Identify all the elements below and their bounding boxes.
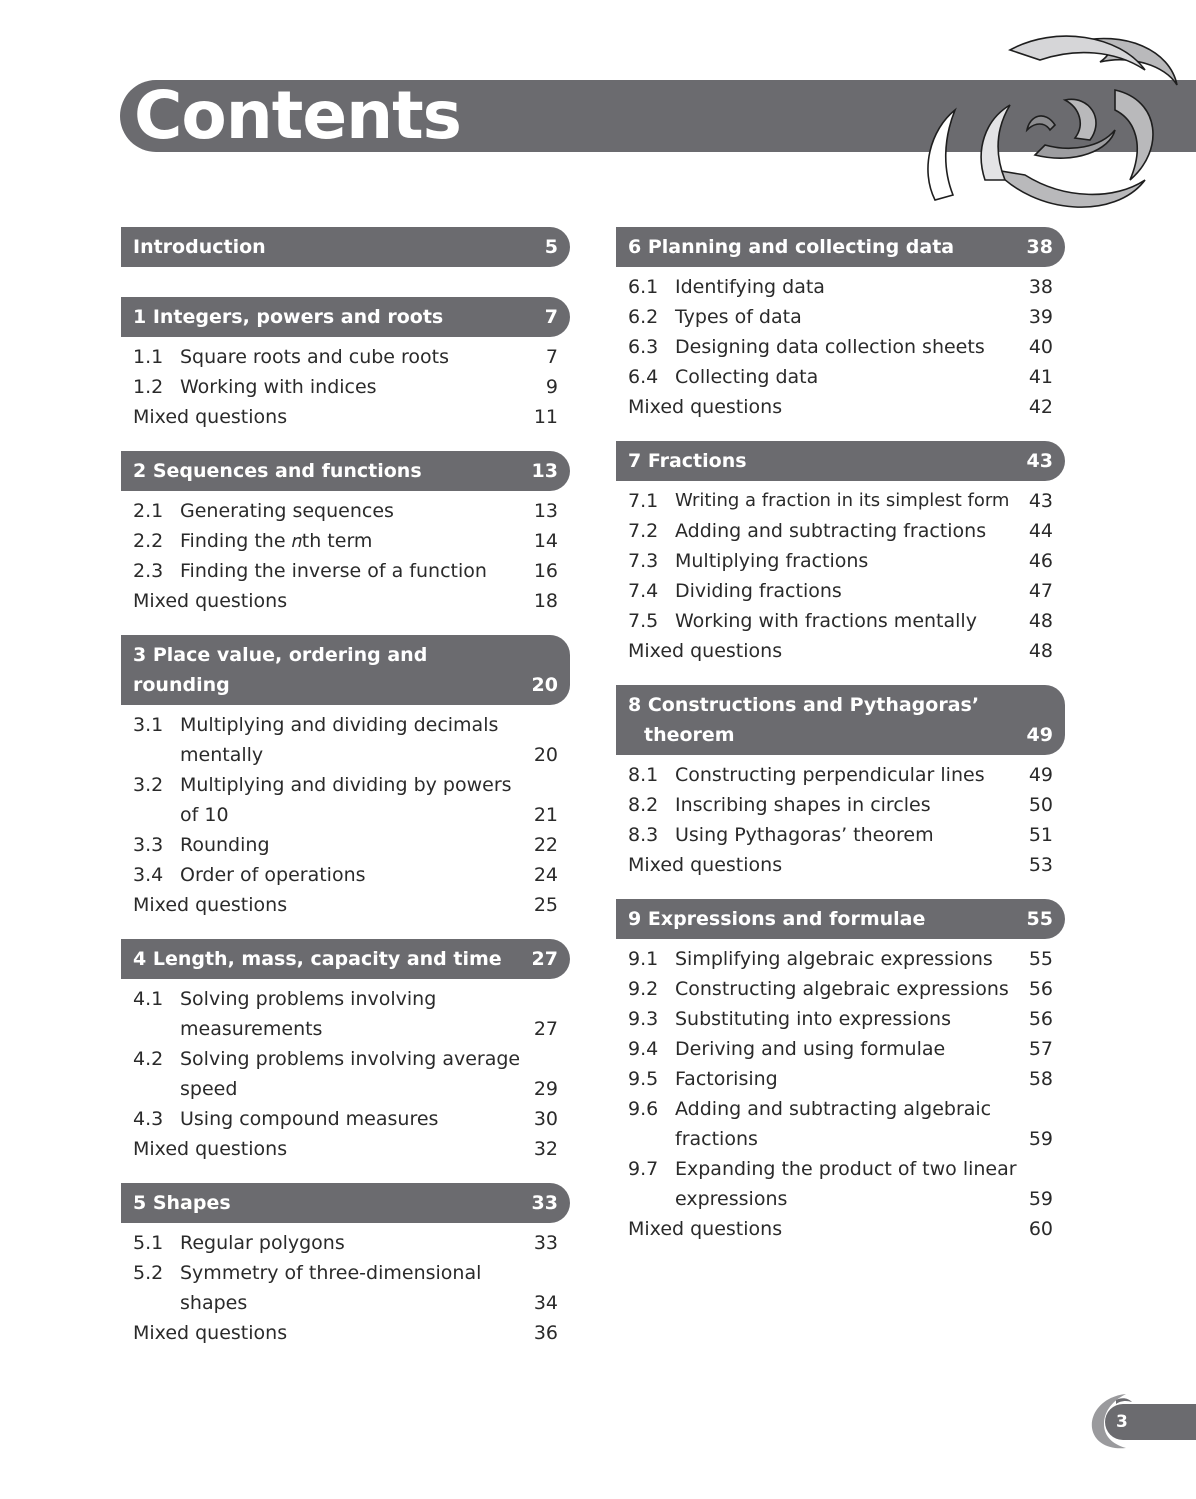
toc-entry[interactable] xyxy=(121,526,570,556)
entry-number: 4.2 xyxy=(133,1048,164,1070)
entry-page: 38 xyxy=(1028,276,1053,298)
toc-entry[interactable] xyxy=(121,770,570,830)
entry-number: 3.1 xyxy=(133,714,164,736)
toc-entry[interactable] xyxy=(121,710,570,770)
entry-page: 27 xyxy=(533,1018,558,1040)
entry-text: Writing a fraction in its simplest form xyxy=(675,490,1010,511)
entry-page: 9 xyxy=(545,376,558,398)
entry-page: 22 xyxy=(533,834,558,856)
entry-number: 3.2 xyxy=(133,774,164,796)
toc-entry[interactable] xyxy=(121,860,570,890)
entry-number: 2.3 xyxy=(133,560,164,582)
entry-page: 57 xyxy=(1028,1038,1053,1060)
entry-text: Multiplying and dividing decimals mentally xyxy=(180,714,499,766)
chapter-7 xyxy=(616,441,1065,666)
entry-text: Dividing fractions xyxy=(675,580,842,602)
chapter-title: 1 Integers, powers and roots xyxy=(133,306,444,328)
entry-page: 33 xyxy=(533,1232,558,1254)
entry-page: 40 xyxy=(1028,336,1053,358)
entry-number: 9.7 xyxy=(628,1158,659,1180)
entry-number: 9.4 xyxy=(628,1038,659,1060)
chapter-2 xyxy=(121,451,570,616)
entry-text: Identifying data xyxy=(675,276,825,298)
chapter-bar[interactable] xyxy=(616,685,1065,755)
contents-column-right xyxy=(616,227,1065,1263)
entry-number: 3.3 xyxy=(133,834,164,856)
entry-page: 20 xyxy=(533,744,558,766)
entry-page: 58 xyxy=(1028,1068,1053,1090)
toc-entry[interactable] xyxy=(616,974,1065,1004)
entry-number: 7.4 xyxy=(628,580,659,602)
swirl-decoration-icon xyxy=(915,30,1196,225)
entry-text: Multiplying and dividing by powers of 10 xyxy=(180,774,512,826)
chapter-page: 13 xyxy=(531,460,558,482)
toc-entry-mixed[interactable] xyxy=(121,1134,570,1164)
entry-number: 9.1 xyxy=(628,948,659,970)
entry-page: 7 xyxy=(545,346,558,368)
page-title: Contents xyxy=(134,77,461,154)
entry-text: Working with fractions mentally xyxy=(675,610,977,632)
entry-text: Constructing algebraic expressions xyxy=(675,978,1009,1000)
toc-entry-mixed[interactable] xyxy=(616,636,1065,666)
entry-number: 8.2 xyxy=(628,794,659,816)
chapter-title: 8 Constructions and Pythagoras’ theorem xyxy=(628,694,980,746)
chapter-title: 5 Shapes xyxy=(133,1192,231,1214)
entry-number: 9.2 xyxy=(628,978,659,1000)
chapter-4 xyxy=(121,939,570,1164)
entry-text: Solving problems involving average speed xyxy=(180,1048,521,1100)
entry-number: 1.2 xyxy=(133,376,164,398)
toc-entry[interactable] xyxy=(616,516,1065,546)
entry-text: Mixed questions xyxy=(133,406,288,428)
chapter-page: 20 xyxy=(531,674,558,696)
toc-entry[interactable] xyxy=(616,606,1065,636)
entry-text: Solving problems involving measurements xyxy=(180,988,437,1040)
toc-entry[interactable] xyxy=(121,342,570,372)
toc-entry-mixed[interactable] xyxy=(616,850,1065,880)
entry-page: 47 xyxy=(1028,580,1053,602)
chapter-page: 38 xyxy=(1026,236,1053,258)
toc-entry[interactable] xyxy=(121,372,570,402)
entry-number: 4.3 xyxy=(133,1108,164,1130)
toc-entry[interactable] xyxy=(616,944,1065,974)
entry-page: 36 xyxy=(533,1322,558,1344)
entry-number: 6.1 xyxy=(628,276,659,298)
toc-entry[interactable] xyxy=(616,576,1065,606)
chapter-9 xyxy=(616,899,1065,1244)
entry-page: 41 xyxy=(1028,366,1053,388)
entry-number: 6.2 xyxy=(628,306,659,328)
entry-page: 25 xyxy=(533,894,558,916)
entry-number: 2.1 xyxy=(133,500,164,522)
entry-text: Finding the 𝑛th term xyxy=(180,530,373,552)
chapter-bar[interactable] xyxy=(121,227,570,267)
chapter-bar[interactable] xyxy=(121,297,570,337)
toc-entry[interactable] xyxy=(616,1154,1065,1214)
entry-text: Finding the inverse of a function xyxy=(180,560,487,582)
entry-number: 2.2 xyxy=(133,530,164,552)
toc-entry[interactable] xyxy=(616,1094,1065,1154)
entry-page: 59 xyxy=(1028,1128,1053,1150)
toc-entry-mixed[interactable] xyxy=(616,392,1065,422)
toc-entry[interactable] xyxy=(121,556,570,586)
entry-page: 44 xyxy=(1028,520,1053,542)
entry-number: 7.2 xyxy=(628,520,659,542)
chapter-title: 9 Expressions and formulae xyxy=(628,908,926,930)
toc-entry[interactable] xyxy=(121,1104,570,1134)
toc-entry-mixed[interactable] xyxy=(121,402,570,432)
entry-text: Mixed questions xyxy=(133,590,288,612)
entry-page: 46 xyxy=(1028,550,1053,572)
entry-text: Constructing perpendicular lines xyxy=(675,764,985,786)
entry-text: Deriving and using formulae xyxy=(675,1038,946,1060)
chapter-bar[interactable] xyxy=(616,441,1065,481)
entry-page: 21 xyxy=(533,804,558,826)
entry-number: 5.1 xyxy=(133,1232,164,1254)
entry-page: 48 xyxy=(1028,640,1053,662)
entry-text: Inscribing shapes in circles xyxy=(675,794,931,816)
entry-text: Mixed questions xyxy=(628,854,783,876)
entry-number: 7.5 xyxy=(628,610,659,632)
chapter-title: 6 Planning and collecting data xyxy=(628,236,955,258)
toc-entry[interactable] xyxy=(121,1258,570,1318)
entry-text: Mixed questions xyxy=(628,396,783,418)
entry-page: 42 xyxy=(1028,396,1053,418)
chapter-bar[interactable] xyxy=(121,1183,570,1223)
entry-page: 16 xyxy=(533,560,558,582)
entry-page: 50 xyxy=(1028,794,1053,816)
entry-number: 5.2 xyxy=(133,1262,164,1284)
entry-number: 7.1 xyxy=(628,490,659,512)
entry-page: 60 xyxy=(1028,1218,1053,1240)
toc-entry[interactable] xyxy=(121,1228,570,1258)
toc-entry[interactable] xyxy=(616,1004,1065,1034)
entry-number: 4.1 xyxy=(133,988,164,1010)
entry-text: Using Pythagoras’ theorem xyxy=(675,824,934,846)
entry-text: Order of operations xyxy=(180,864,366,886)
entry-number: 6.4 xyxy=(628,366,659,388)
page-number: 3 xyxy=(1116,1412,1128,1432)
toc-entry[interactable] xyxy=(121,1044,570,1104)
entry-page: 14 xyxy=(533,530,558,552)
entry-number: 1.1 xyxy=(133,346,164,368)
chapter-bar[interactable] xyxy=(616,899,1065,939)
entry-page: 24 xyxy=(533,864,558,886)
toc-entry-mixed[interactable] xyxy=(121,890,570,920)
entry-number: 9.3 xyxy=(628,1008,659,1030)
toc-entry[interactable] xyxy=(121,984,570,1044)
toc-entry[interactable] xyxy=(121,830,570,860)
chapter-bar[interactable] xyxy=(121,939,570,979)
toc-entry[interactable] xyxy=(616,820,1065,850)
toc-entry[interactable] xyxy=(616,362,1065,392)
entry-text: Substituting into expressions xyxy=(675,1008,951,1030)
toc-entry-mixed[interactable] xyxy=(616,1214,1065,1244)
entry-page: 43 xyxy=(1028,490,1053,512)
toc-entry[interactable] xyxy=(616,272,1065,302)
chapter-bar[interactable] xyxy=(616,227,1065,267)
chapter-8 xyxy=(616,685,1065,880)
chapter-title: 3 Place value, ordering and rounding xyxy=(133,644,428,696)
entry-number: 8.3 xyxy=(628,824,659,846)
toc-entry[interactable] xyxy=(616,760,1065,790)
chapter-5 xyxy=(121,1183,570,1348)
entry-number: 3.4 xyxy=(133,864,164,886)
entry-page: 51 xyxy=(1028,824,1053,846)
entry-page: 30 xyxy=(533,1108,558,1130)
entry-text: Simplifying algebraic expressions xyxy=(675,948,993,970)
toc-entry[interactable] xyxy=(616,332,1065,362)
entry-text: Using compound measures xyxy=(180,1108,439,1130)
chapter-introduction xyxy=(121,227,570,267)
entry-number: 7.3 xyxy=(628,550,659,572)
entry-page: 13 xyxy=(533,500,558,522)
entry-text: Mixed questions xyxy=(133,1138,288,1160)
toc-entry[interactable] xyxy=(616,486,1065,516)
entry-text: Working with indices xyxy=(180,376,377,398)
contents-column-left xyxy=(121,227,570,1367)
entry-text: Square roots and cube roots xyxy=(180,346,450,368)
entry-text: Mixed questions xyxy=(628,640,783,662)
entry-number: 9.6 xyxy=(628,1098,659,1120)
entry-text: Rounding xyxy=(180,834,270,856)
chapter-bar[interactable] xyxy=(121,635,570,705)
entry-page: 55 xyxy=(1028,948,1053,970)
entry-text: Symmetry of three-dimensional shapes xyxy=(180,1262,482,1314)
entry-page: 56 xyxy=(1028,1008,1053,1030)
entry-text: Types of data xyxy=(675,306,802,328)
chapter-1 xyxy=(121,297,570,432)
entry-text: Adding and subtracting fractions xyxy=(675,520,987,542)
chapter-6 xyxy=(616,227,1065,422)
entry-text: Factorising xyxy=(675,1068,778,1090)
entry-text: Adding and subtracting algebraic fractions xyxy=(675,1098,992,1150)
chapter-title: 7 Fractions xyxy=(628,450,747,472)
toc-entry-mixed[interactable] xyxy=(121,1318,570,1348)
entry-page: 59 xyxy=(1028,1188,1053,1210)
entry-text: Multiplying fractions xyxy=(675,550,869,572)
toc-entry-mixed[interactable] xyxy=(121,586,570,616)
toc-entry[interactable] xyxy=(616,546,1065,576)
toc-entry[interactable] xyxy=(616,790,1065,820)
toc-entry[interactable] xyxy=(121,496,570,526)
entry-page: 11 xyxy=(533,406,558,428)
entry-page: 49 xyxy=(1028,764,1053,786)
toc-entry[interactable] xyxy=(616,1064,1065,1094)
entry-text: Regular polygons xyxy=(180,1232,345,1254)
entry-text: Mixed questions xyxy=(628,1218,783,1240)
entry-text: Designing data collection sheets xyxy=(675,336,985,358)
entry-page: 53 xyxy=(1028,854,1053,876)
toc-entry[interactable] xyxy=(616,1034,1065,1064)
entry-page: 29 xyxy=(533,1078,558,1100)
entry-page: 48 xyxy=(1028,610,1053,632)
chapter-page: 49 xyxy=(1026,724,1053,746)
chapter-page: 7 xyxy=(544,306,558,328)
chapter-page: 5 xyxy=(544,236,558,258)
entry-text: Collecting data xyxy=(675,366,819,388)
chapter-title: 2 Sequences and functions xyxy=(133,460,422,482)
chapter-page: 43 xyxy=(1026,450,1053,472)
entry-text: Mixed questions xyxy=(133,1322,288,1344)
chapter-page: 33 xyxy=(531,1192,558,1214)
chapter-title: Introduction xyxy=(133,236,266,258)
entry-text: Mixed questions xyxy=(133,894,288,916)
chapter-page: 55 xyxy=(1026,908,1053,930)
entry-number: 8.1 xyxy=(628,764,659,786)
chapter-3 xyxy=(121,635,570,920)
entry-number: 9.5 xyxy=(628,1068,659,1090)
toc-entry[interactable] xyxy=(616,302,1065,332)
entry-page: 39 xyxy=(1028,306,1053,328)
entry-page: 56 xyxy=(1028,978,1053,1000)
entry-text: Expanding the product of two linear expressions xyxy=(675,1158,1017,1210)
chapter-title: 4 Length, mass, capacity and time xyxy=(133,948,502,970)
entry-number: 6.3 xyxy=(628,336,659,358)
entry-page: 18 xyxy=(533,590,558,612)
entry-page: 34 xyxy=(533,1292,558,1314)
entry-text: Generating sequences xyxy=(180,500,394,522)
chapter-bar[interactable] xyxy=(121,451,570,491)
chapter-page: 27 xyxy=(531,948,558,970)
entry-page: 32 xyxy=(533,1138,558,1160)
